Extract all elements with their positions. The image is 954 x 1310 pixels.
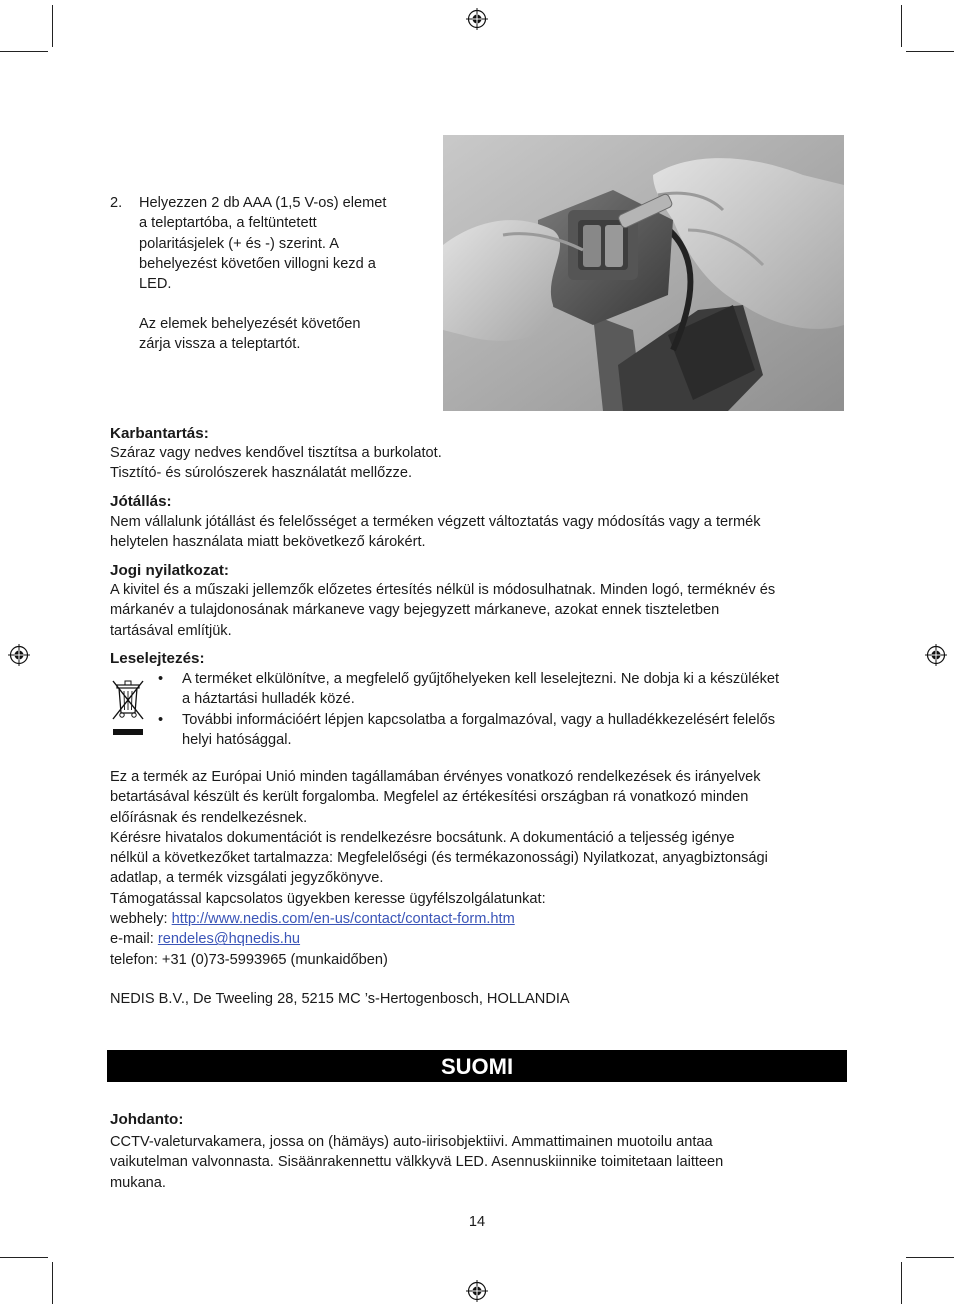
text-line: márkanév a tulajdonosának márkaneve vagy bejegyzett márkaneve, azokat ennek tiszteletben (110, 602, 720, 619)
address-line: NEDIS B.V., De Tweeling 28, 5215 MC ’s-Hertogenbosch, HOLLANDIA (110, 991, 570, 1007)
maintenance-heading: Karbantartás: (110, 425, 209, 442)
crop-mark (906, 51, 954, 52)
email-line (110, 929, 850, 949)
company-address (110, 989, 850, 1009)
list-item-line: a háztartási hulladék közé. (182, 691, 355, 708)
step-number: 2. (110, 195, 123, 211)
legal-text (110, 580, 850, 641)
warranty-text (110, 512, 850, 553)
registration-mark-icon (925, 644, 947, 666)
language-section-banner: SUOMI (107, 1050, 847, 1082)
text-line: Nem vállalunk jótállást és felelősséget a terméken végzett változtatás vagy módosítás vagy a termék (110, 514, 761, 530)
warranty-heading: Jótállás: (110, 493, 172, 510)
text-line: Kérésre hivatalos dokumentációt is rendelkezésre bocsátunk. A dokumentáció a teljesség igénye (110, 829, 735, 846)
registration-mark-icon (8, 644, 30, 666)
step-line: Helyezzen 2 db AAA (1,5 V-os) elemet (139, 195, 387, 211)
text-line: Támogatással kapcsolatos ügyekben keresse ügyfélszolgálatunkat: (110, 890, 546, 907)
text-line: mukana. (110, 1174, 166, 1191)
crop-mark (0, 1257, 48, 1258)
website-link[interactable]: http://www.nedis.com/en-us/contact/contact-form.htm (171, 911, 515, 928)
step-note-line: zárja vissza a teleptartót. (139, 336, 301, 353)
crop-mark (52, 5, 53, 47)
phone-line: telefon: +31 (0)73-5993965 (munkaidőben) (110, 951, 388, 968)
text-line: vaikutelman valvonnasta. Sisäänrakennettu välkkyvä LED. Asennuskiinnike toimitetaan laitteen (110, 1154, 724, 1171)
compliance-text (110, 767, 850, 970)
text-line: Száraz vagy nedves kendővel tisztítsa a burkolatot. (110, 445, 442, 461)
registration-mark-icon (466, 8, 488, 30)
crop-mark (906, 1257, 954, 1258)
maintenance-text (110, 443, 850, 484)
text-line: CCTV-valeturvakamera, jossa on (hämäys) auto-iirisobjektiivi. Ammattimainen muotoilu antaa (110, 1134, 713, 1150)
disposal-list (158, 669, 858, 750)
step-line: polaritásjelek (+ és -) szerint. A (139, 235, 339, 252)
step-note (139, 314, 424, 355)
page-number: 14 (468, 1214, 486, 1230)
intro-heading: Johdanto: (110, 1111, 184, 1128)
crop-mark (901, 5, 902, 47)
list-item-line: A terméket elkülönítve, a megfelelő gyűjtőhelyeken kell leselejtezni. Ne dobja ki a készüléket (182, 671, 780, 687)
product-photo (443, 135, 844, 411)
legal-heading: Jogi nyilatkozat: (110, 562, 229, 579)
text-line: A kivitel és a műszaki jellemzők előzetes értesítés nélkül is módosulhatnak. Minden logó, terméknév és (110, 582, 776, 598)
website-line (110, 909, 850, 929)
intro-text (110, 1132, 850, 1193)
email-label: e-mail: (110, 931, 158, 948)
text-line: Tisztító- és súrolószerek használatát mellőzze. (110, 465, 412, 482)
list-item: • További információért lépjen kapcsolatba a forgalmazóval, vagy a hulladékkezelésért felelős helyi hatósággal. (158, 710, 858, 751)
registration-mark-icon (466, 1280, 488, 1302)
disposal-heading: Leselejtezés: (110, 650, 205, 667)
text-line: adatlap, a termék vizsgálati jegyzőkönyve. (110, 870, 384, 887)
text-line: előírásnak és rendelkezésnek. (110, 809, 308, 826)
email-link[interactable]: rendeles@hqnedis.hu (157, 931, 301, 948)
crop-mark (52, 1262, 53, 1304)
step-line: a teleptartóba, a feltüntetett (139, 215, 317, 232)
text-line: tartásával említjük. (110, 622, 232, 639)
crop-mark (901, 1262, 902, 1304)
text-line: helytelen használata miatt bekövetkező károkért. (110, 534, 426, 551)
website-label: webhely: (110, 911, 172, 928)
crop-mark (0, 51, 48, 52)
text-line: nélkül a következőket tartalmazza: Megfelelőségi (és termékazonossági) Nyilatkozat, anyagbiztonsági (110, 850, 768, 867)
text-line: betartásával készült és került forgalomba. Megfelel az értékesítési országban rá vonatkozó minden (110, 789, 749, 806)
step-line: behelyezést követően villogni kezd a (139, 255, 376, 272)
weee-crossed-bin-icon (108, 675, 148, 737)
step-note-line: Az elemek behelyezését követően (139, 316, 361, 332)
list-item: • A terméket elkülönítve, a megfelelő gyűjtőhelyeken kell leselejtezni. Ne dobja ki a készüléket a háztartási hulladék közé. (158, 669, 858, 710)
text-line: Ez a termék az Európai Unió minden tagállamában érvényes vonatkozó rendelkezések és irányelvek (110, 769, 761, 785)
step-line: LED. (139, 276, 172, 293)
step-text (139, 193, 424, 294)
list-item-line: További információért lépjen kapcsolatba a forgalmazóval, vagy a hulladékkezelésért felelős (182, 711, 775, 728)
list-item-line: helyi hatósággal. (182, 731, 292, 748)
